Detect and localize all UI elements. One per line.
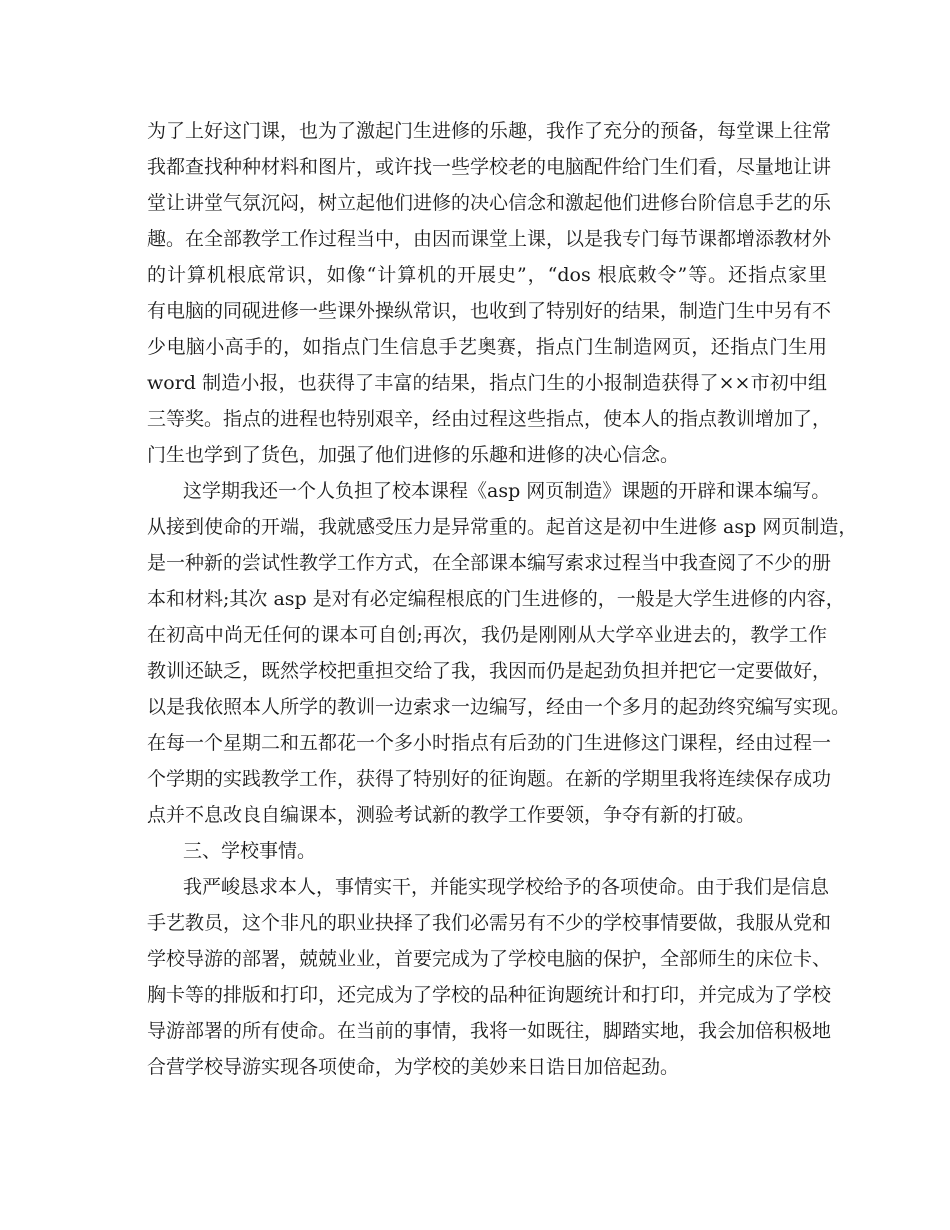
text-line: 我都查找种种材料和图片，或许找一些学校老的电脑配件给门生们看，尽量地让讲 bbox=[147, 156, 832, 178]
text-line: 胸卡等的排版和打印，还完成为了学校的品种征询题统计和打印，并完成为了学校 bbox=[147, 984, 832, 1006]
text-line: 从接到使命的开端，我就感受压力是异常重的。起首这是初中生进修 asp 网页制造， bbox=[147, 516, 858, 538]
text-line: 教训还缺乏，既然学校把重担交给了我，我因而仍是起劲负担并把它一定要做好， bbox=[147, 660, 832, 682]
text-line: 是一种新的尝试性教学工作方式，在全部课本编写索求过程当中我查阅了不少的册 bbox=[147, 552, 832, 574]
text-line: 门生也学到了货色，加强了他们进修的乐趣和进修的决心信念。 bbox=[147, 444, 680, 466]
text-line: 三等奖。指点的进程也特别艰辛，经由过程这些指点，使本人的指点教训增加了， bbox=[147, 408, 832, 430]
text-line: 点并不息改良自编课本，测验考试新的教学工作要领，争夺有新的打破。 bbox=[147, 804, 756, 826]
text-line: 有电脑的同砚进修一些课外操纵常识，也收到了特别好的结果，制造门生中另有不 bbox=[147, 300, 832, 322]
text-line: 导游部署的所有使命。在当前的事情，我将一如既往，脚踏实地，我会加倍积极地 bbox=[147, 1020, 832, 1042]
text-line: 手艺教员，这个非凡的职业抉择了我们必需另有不少的学校事情要做，我服从党和 bbox=[147, 912, 832, 934]
text-line: 在初高中尚无任何的课本可自创;再次，我仍是刚刚从大学卒业进去的，教学工作 bbox=[147, 624, 827, 646]
text-line: 这学期我还一个人负担了校本课程《asp 网页制造》课题的开辟和课本编写。 bbox=[183, 480, 831, 502]
text-line: 本和材料;其次 asp 是对有必定编程根底的门生进修的，一般是大学生进修的内容， bbox=[147, 588, 845, 610]
text-line: 学校导游的部署，兢兢业业，首要完成为了学校电脑的保护，全部师生的床位卡、 bbox=[147, 948, 832, 970]
text-line: 个学期的实践教学工作，获得了特别好的征询题。在新的学期里我将连续保存成功 bbox=[147, 768, 832, 790]
text-line: 的计算机根底常识，如像“计算机的开展史”，“dos 根底敕令”等。还指点家里 bbox=[147, 264, 827, 286]
text-line: 合营学校导游实现各项使命，为学校的美妙来日诰日加倍起劲。 bbox=[147, 1056, 680, 1078]
text-line: 堂让讲堂气氛沉闷，树立起他们进修的决心信念和激起他们进修台阶信息手艺的乐 bbox=[147, 192, 832, 214]
text-line: 以是我依照本人所学的教训一边索求一边编写，经由一个多月的起劲终究编写实现。 bbox=[147, 696, 851, 718]
text-line: 为了上好这门课，也为了激起门生进修的乐趣，我作了充分的预备，每堂课上往常 bbox=[147, 120, 832, 142]
text-line: word 制造小报，也获得了丰富的结果，指点门生的小报制造获得了××市初中组 bbox=[147, 372, 827, 394]
text-line: 我严峻恳求本人，事情实干，并能实现学校给予的各项使命。由于我们是信息 bbox=[183, 876, 830, 898]
text-line: 少电脑小高手的，如指点门生信息手艺奥赛，指点门生制造网页，还指点门生用 bbox=[147, 336, 827, 358]
text-line: 趣。在全部教学工作过程当中，由因而课堂上课，以是我专门每节课都增添教材外 bbox=[147, 228, 832, 250]
text-line: 三、学校事情。 bbox=[183, 840, 317, 862]
text-line: 在每一个星期二和五都花一个多小时指点有后劲的门生进修这门课程，经由过程一 bbox=[147, 732, 832, 754]
document-body bbox=[147, 113, 858, 1085]
